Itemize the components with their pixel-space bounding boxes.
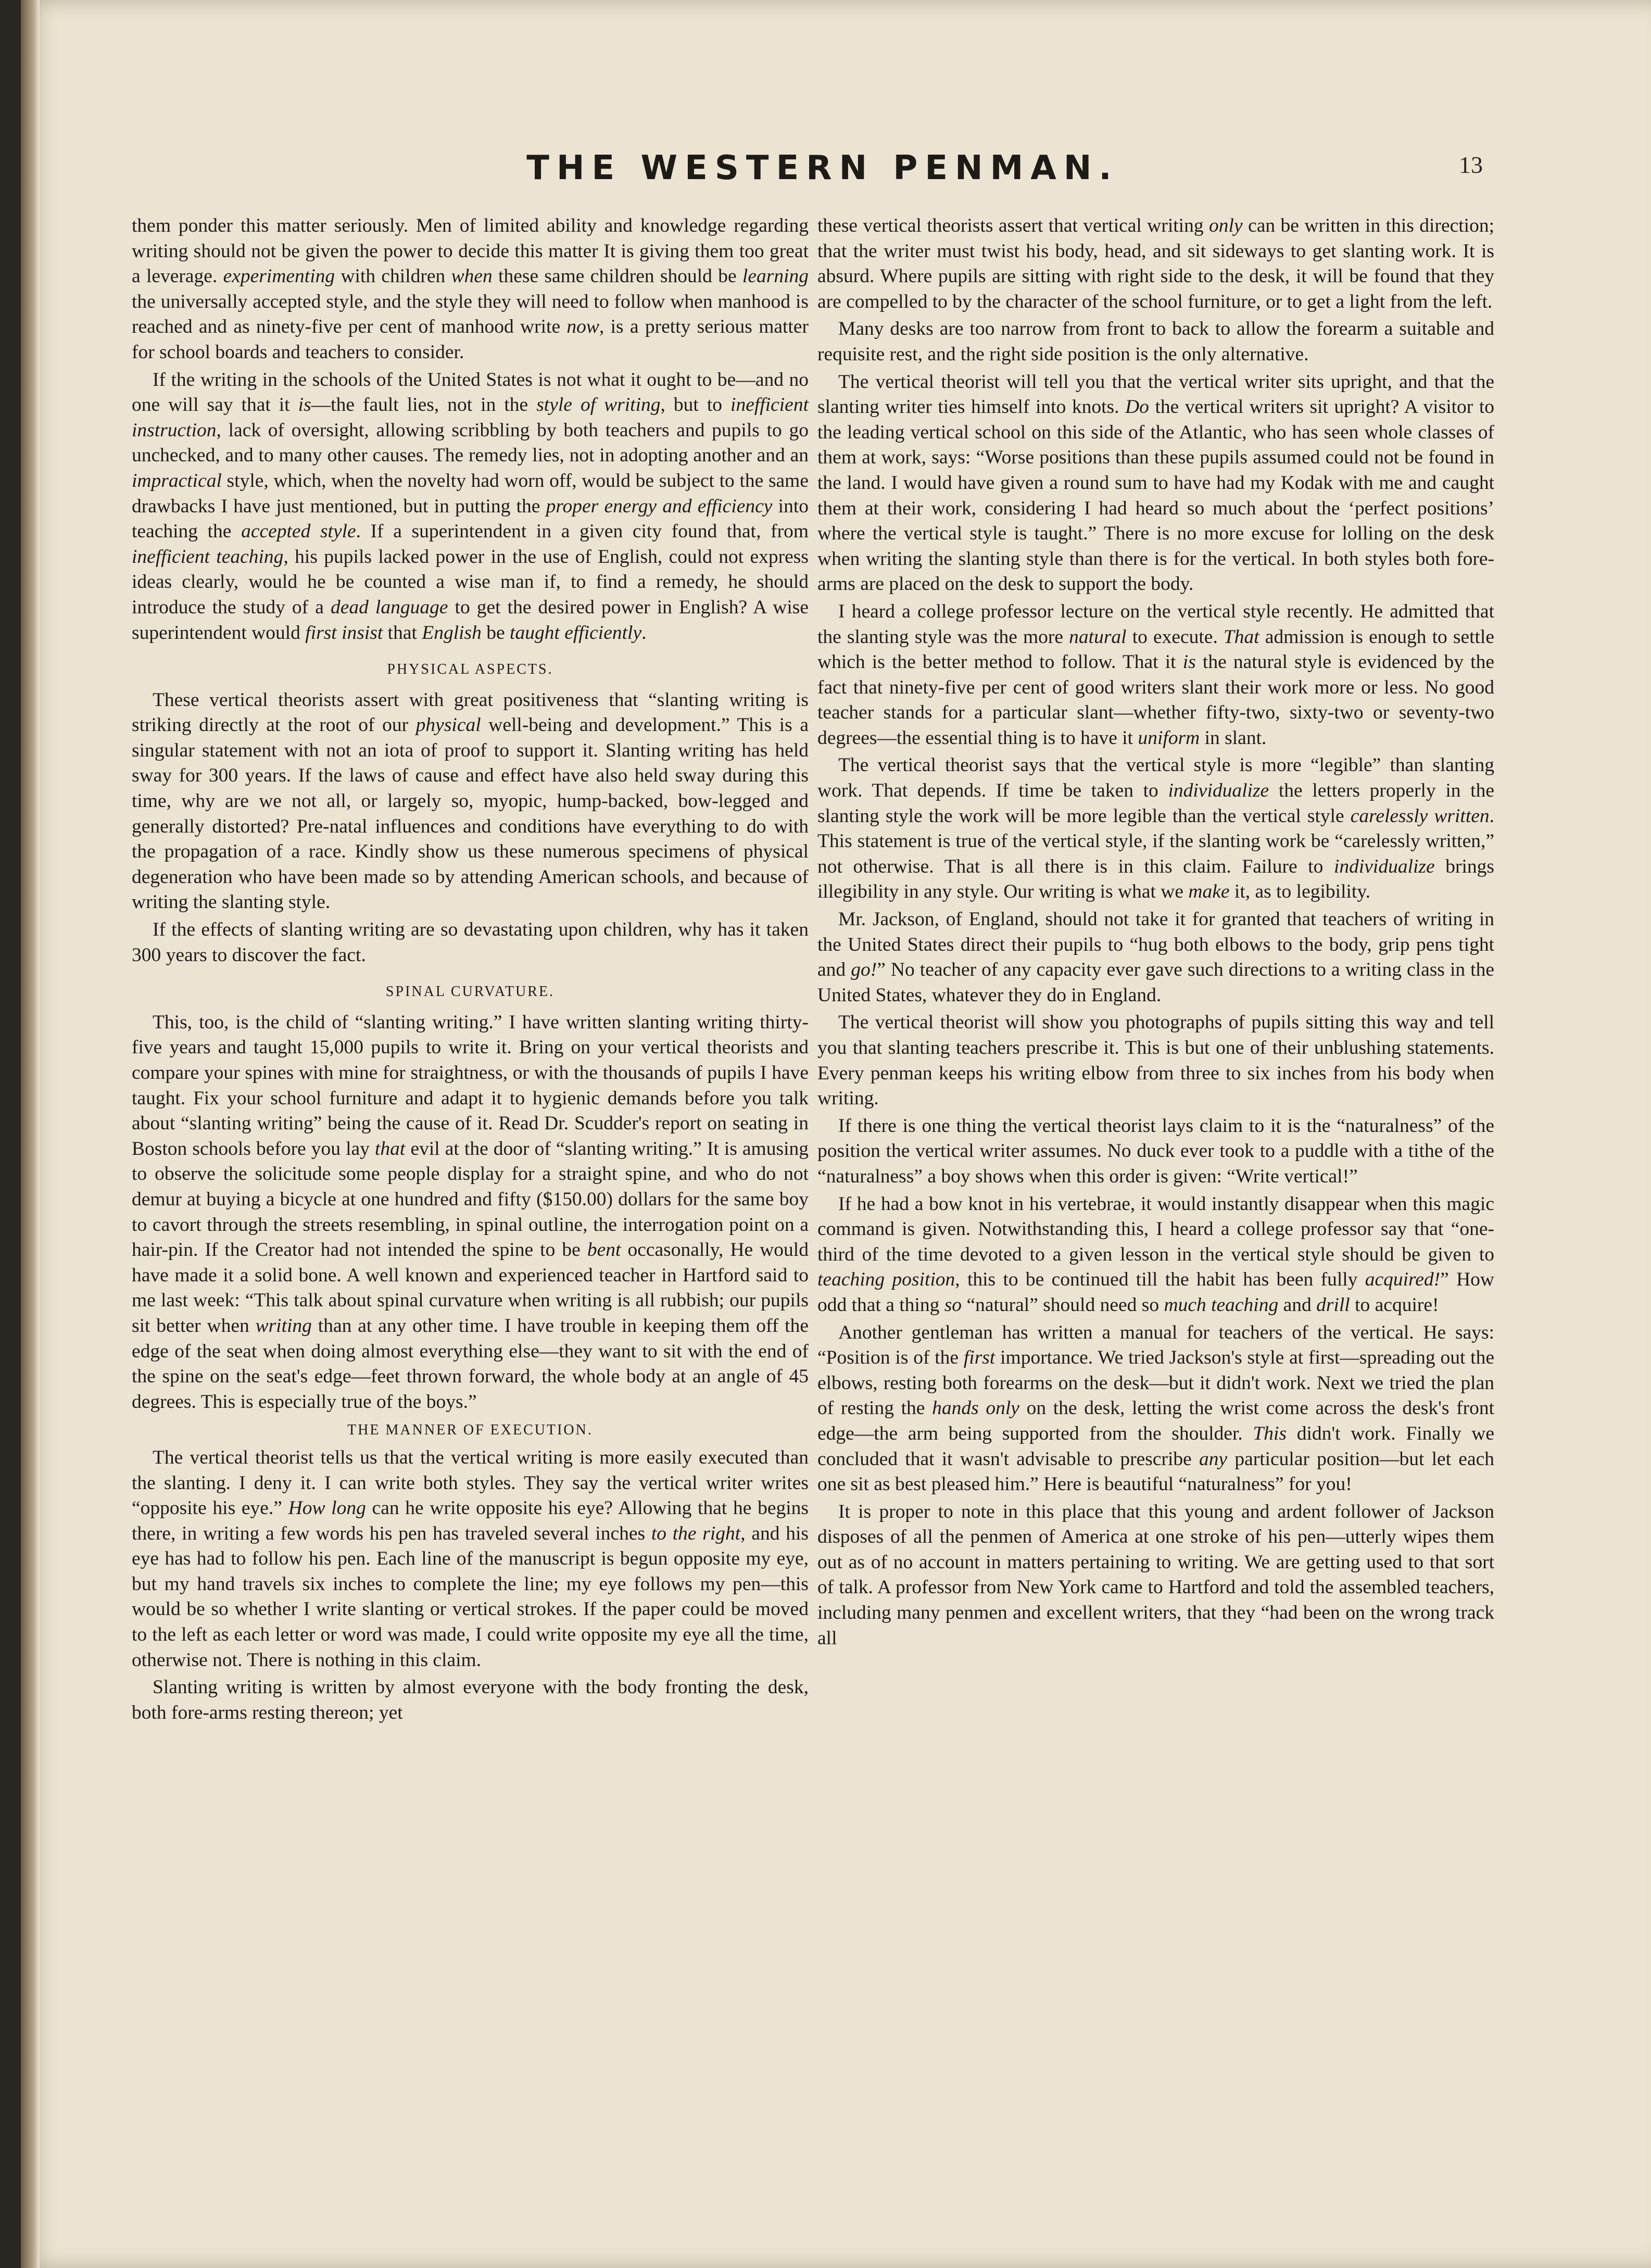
- paragraph: This, too, is the child of “slanting writing.” I have written slanting writing thirty-five years and taught 15,000 pupils to write it. Bring on your vertical theorists and compare your spines with mine for straightness, or with the thousands of pupils I have taught. Fix your school furniture and adapt it to hygienic demands before you talk about “slanting writing” being the cause of it. Read Dr. Scudder's report on seating in Boston schools before you lay that evil at the door of “slanting writing.” It is amusing to observe the solicitude some people display for a straight spine, and who do not demur at buying a bicycle at one hundred and fifty ($150.00) dollars for the same boy to cavort through the streets resembling, in spinal outline, the interrogation point on a hair-pin. If the Creator had not intended the spine to be bent occasonally, He would have made it a solid bone. A well known and experienced teacher in Hartford said to me last week: “This talk about spinal curvature when writing is all rubbish; our pupils sit better when writing than at any other time. I have trouble in keeping them off the edge of the seat when doing almost everything else—they want to sit with the end of the spine on the seat's edge—feet thrown forward, the whole body at an angle of 45 degrees. This is especially true of the boys.”: [132, 1011, 809, 1413]
- paragraph: Slanting writing is written by almost everyone with the body fronting the desk, both fore-arms resting thereon; yet: [132, 1677, 809, 1723]
- page-number: 13: [1459, 152, 1483, 178]
- section-heading-manner-of-execution: THE MANNER OF EXECUTION.: [347, 1422, 593, 1439]
- left-column: [132, 213, 809, 1725]
- section-heading-spinal-curvature: SPINAL CURVATURE.: [385, 984, 555, 1000]
- paragraph: If the writing in the schools of the United States is not what it ought to be—and no one will say that it is—the fault lies, not in the style of writing, but to inefficient instruction, lack of oversight, allowing scribbling by both teachers and pupils to go unchecked, and to many other causes. The remedy lies, not in adopting another and an impractical style, which, when the novelty had worn off, would be subject to the same drawbacks I have just mentioned, but in putting the proper energy and efficiency into teaching the accepted style. If a superintendent in a given city found that, from inefficient teaching, his pupils lacked power in the use of English, could not express ideas clearly, would he be counted a wise man if, to find a remedy, he should introduce the study of a dead language to get the desired power in English? A wise superintendent would first insist that English be taught efficiently.: [132, 369, 809, 644]
- page-binding-edge: [21, 0, 40, 2268]
- magazine-page: [21, 0, 1651, 2268]
- right-column: [817, 213, 1494, 1651]
- paragraph: them ponder this matter seriously. Men of limited ability and knowledge regarding writing should not be given the power to decide this matter It is giving them too great a leverage. experimenting with children when these same children should be learning the universally accepted style, and the style they will need to follow when manhood is reached and as ninety-five per cent of manhood write now, is a pretty serious matter for school boards and teachers to consider.: [132, 215, 809, 363]
- paragraph: The vertical theorist will tell you that the vertical writer sits upright, and that the slanting writer ties himself into knots. Do the vertical writers sit upright? A visitor to the leading vertical school on this side of the Atlantic, who has seen whole classes of them at work, says: “Worse positions than these pupils assumed could not be found in the land. I would have given a round sum to have had my Kodak with me and caught them at their work, considering I had heard so much about the ‘perfect positions’ where the vertical style is taught.” There is no more excuse for lolling on the desk when writing the slanting style than there is for the vertical. In both styles both fore-arms are placed on the desk to support the body.: [817, 371, 1494, 595]
- paragraph: If he had a bow knot in his vertebrae, it would instantly disappear when this magic command is given. Notwithstanding this, I heard a college professor say that “one-third of the time devoted to a given lesson in the vertical style should be given to teaching position, this to be continued till the habit has been fully acquired!” How odd that a thing so “natural” should need so much teaching and drill to acquire!: [817, 1193, 1494, 1316]
- paragraph: Mr. Jackson, of England, should not take it for granted that teachers of writing in the United States direct their pupils to “hug both elbows to the body, grip pens tight and go!” No teacher of any capacity ever gave such directions to a writing class in the United States, whatever they do in England.: [817, 909, 1494, 1006]
- section-heading-physical-aspects: PHYSICAL ASPECTS.: [387, 661, 553, 678]
- paragraph: These vertical theorists assert with great positiveness that “slanting writing is striking directly at the root of our physical well-being and development.” This is a singular statement with not an iota of proof to support it. Slanting writing has held sway for 300 years. If the laws of cause and effect have also held sway during this time, why are we not all, or largely so, myopic, hump-backed, bow-legged and generally distorted? Pre-natal influences and conditions have everything to do with the propagation of a race. Kindly show us these numerous specimens of physical degeneration who have been made so by attending American schools, and because of writing the slanting style.: [132, 689, 809, 913]
- paragraph: If there is one thing the vertical theorist lays claim to it is the “naturalness” of the position the vertical writer assumes. No duck ever took to a puddle with a tithe of the “naturalness” a boy shows when this order is given: “Write vertical!”: [817, 1115, 1494, 1187]
- paragraph: Many desks are too narrow from front to back to allow the forearm a suitable and requisite rest, and the right side position is the only alternative.: [817, 318, 1494, 365]
- paragraph: The vertical theorist will show you photographs of pupils sitting this way and tell you that slanting teachers prescribe it. This is but one of their unblushing statements. Every penman keeps his writing elbow from three to six inches from his body when writing.: [817, 1012, 1494, 1110]
- paragraph: I heard a college professor lecture on the vertical style recently. He admitted that the slanting style was the more natural to execute. That admission is enough to settle which is the better method to follow. That it is the natural style is evidenced by the fact that ninety-five per cent of good writers slant their work more or less. No good teacher stands for a particular slant—whether fifty-two, sixty-two or seventy-two degrees—the essential thing is to have it uniform in slant.: [817, 600, 1494, 749]
- paragraph: Another gentleman has written a manual for teachers of the vertical. He says: “Position is of the first importance. We tried Jackson's style at first—spreading out the elbows, resting both forearms on the desk—but it didn't work. Next we tried the plan of resting the hands only on the desk, letting the wrist come across the desk's front edge—the arm being supported from the shoulder. This didn't work. Finally we concluded that it wasn't advisable to prescribe any particular position—but let each one sit as best pleased him.” Here is beautiful “naturalness” for you!: [817, 1321, 1494, 1495]
- paragraph: The vertical theorist tells us that the vertical writing is more easily executed than the slanting. I deny it. I can write both styles. They say the vertical writer writes “opposite his eye.” How long can he write opposite his eye? Allowing that he begins there, in writing a few words his pen has traveled several inches to the right, and his eye has had to follow his pen. Each line of the manuscript is begun opposite my eye, but my hand travels six inches to complete the line; my eye follows my pen—this would be so whether I write slanting or vertical strokes. If the paper could be moved to the left as each letter or word was made, I could write opposite my eye all the time, otherwise not. There is nothing in this claim.: [132, 1446, 809, 1671]
- masthead: THE WESTERN PENMAN.: [526, 149, 1119, 187]
- paragraph: The vertical theorist says that the vertical style is more “legible” than slanting work. That depends. If time be taken to individualize the letters properly in the slanting style the work will be more legible than the vertical style carelessly written. This statement is true of the vertical style, if the slanting work be “carelessly written,” not otherwise. That is all there is in this claim. Failure to individualize brings illegibility in any style. Our writing is what we make it, as to legibility.: [817, 754, 1495, 903]
- paragraph: It is proper to note in this place that this young and ardent follower of Jackson disposes of all the penmen of America at one stroke of his pen—utterly wipes them out as of no account in matters pertaining to writing. We are getting used to that sort of talk. A professor from New York came to Hartford and told the assembled teachers, including many penmen and excellent writers, that they “had been on the wrong track all: [817, 1501, 1494, 1649]
- paragraph: If the effects of slanting writing are so devastating upon children, why has it taken 300 years to discover the fact.: [132, 919, 809, 966]
- paragraph: these vertical theorists assert that vertical writing only can be written in this direction; that the writer must twist his body, head, and sit sideways to get slanting work. It is absurd. Where pupils are sitting with right side to the desk, it will be found that they are compelled to by the character of the school furniture, or to get a light from the left.: [817, 215, 1495, 312]
